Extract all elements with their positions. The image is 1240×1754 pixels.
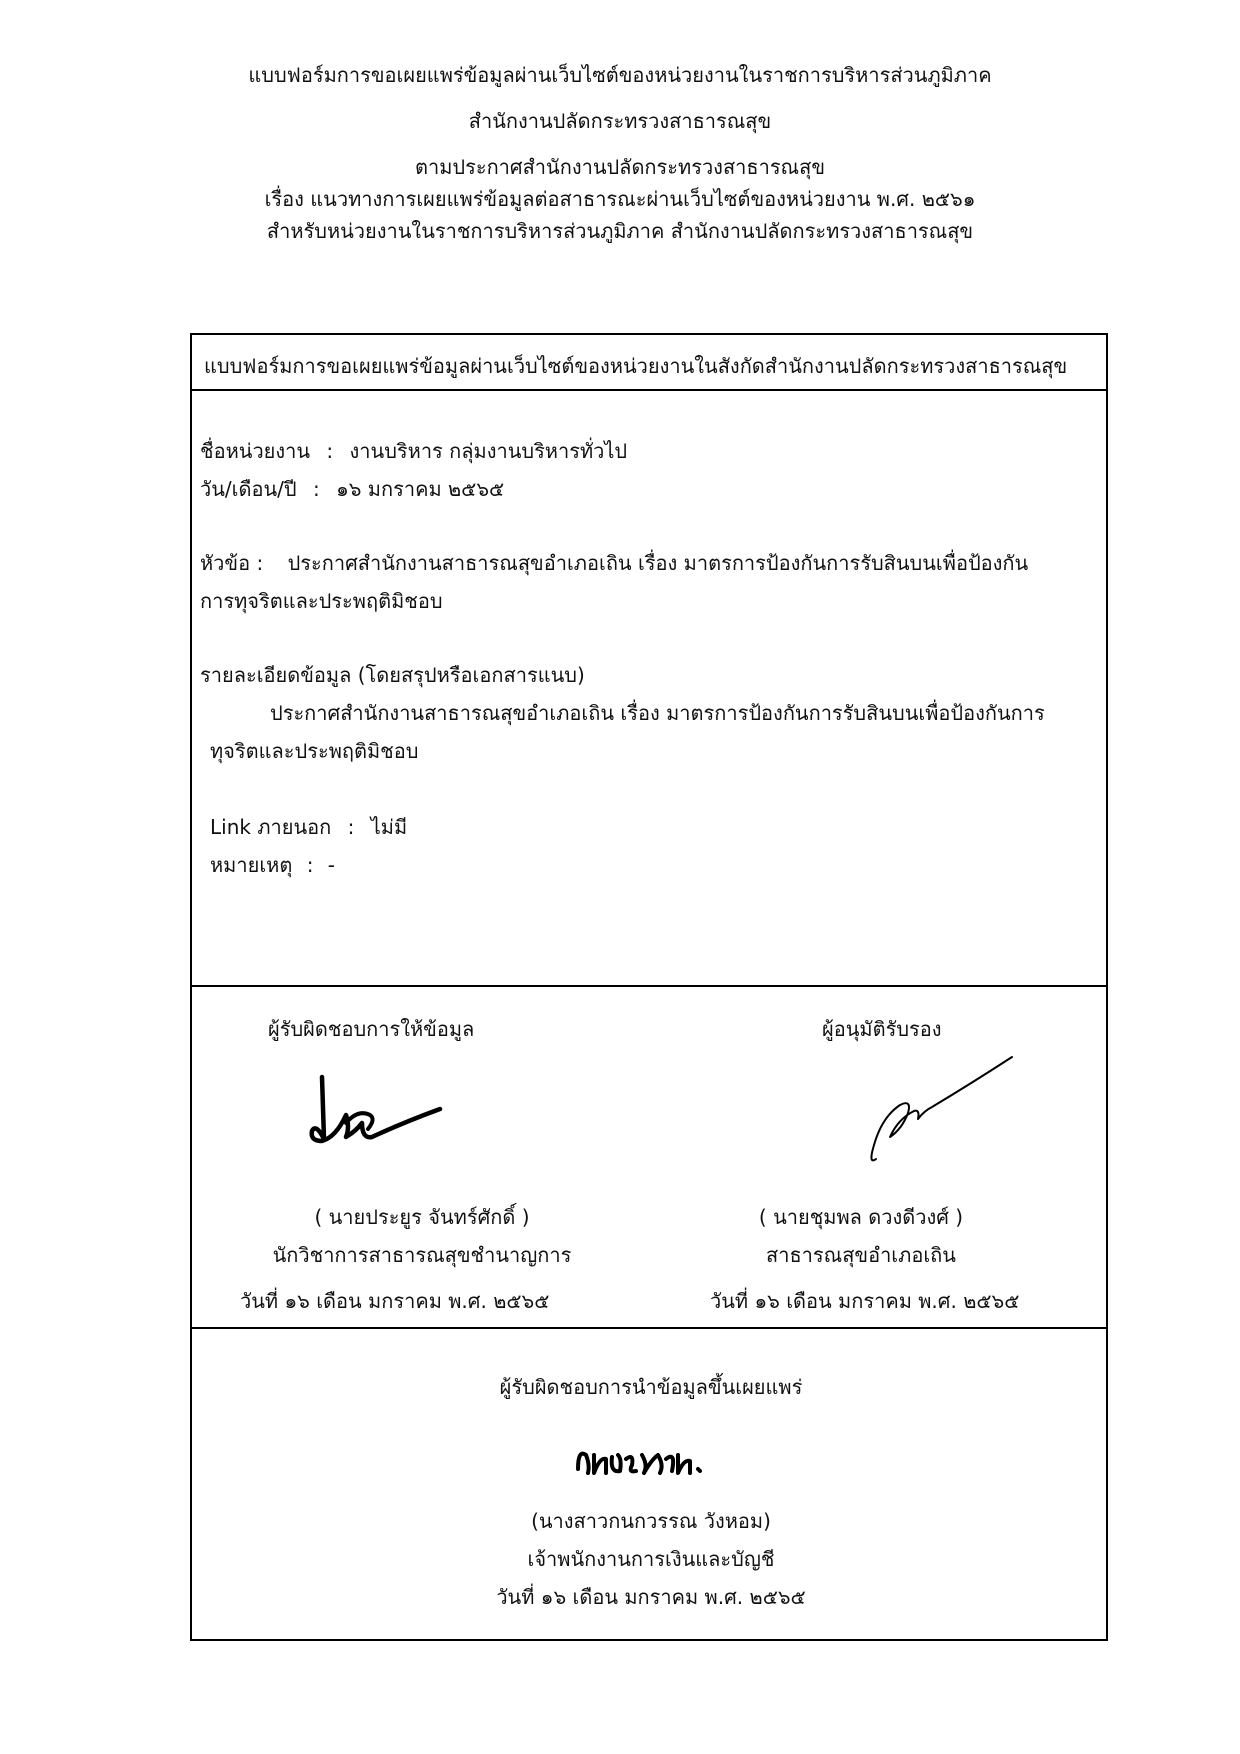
unit-line: [200, 435, 627, 467]
topic-text-2: การทุจริตและประพฤติมิชอบ: [200, 589, 443, 613]
header-line-3: ตามประกาศสำนักงานปลัดกระทรวงสาธารณสุข: [414, 155, 825, 179]
header-line-5: สำหรับหน่วยงานในราชการบริหารส่วนภูมิภาค สำนักงานปลัดกระทรวงสาธารณสุข: [266, 219, 974, 243]
date-line: [200, 473, 504, 505]
note-value: -: [327, 853, 336, 877]
topic-text-1: ประกาศสำนักงานสาธารณสุขอำเภอเถิน เรื่อง มาตรการป้องกันการรับสินบนเพื่อป้องกัน: [287, 551, 1029, 575]
publisher-date: วันที่ ๑๖ เดือน มกราคม พ.ศ. ๒๕๖๕: [496, 1585, 806, 1609]
form-table: [190, 333, 1108, 1641]
header-line-1: แบบฟอร์มการขอเผยแพร่ข้อมูลผ่านเว็บไซต์ของหน่วยงานในราชการบริหารส่วนภูมิภาค: [248, 63, 992, 87]
topic-line-1: [200, 547, 1028, 579]
form-title: แบบฟอร์มการขอเผยแพร่ข้อมูลผ่านเว็บไซต์ของหน่วยงานในสังกัดสำนักงานปลัดกระทรวงสาธารณสุข: [204, 354, 1068, 378]
header-line-4: เรื่อง แนวทางการเผยแพร่ข้อมูลต่อสาธารณะผ่านเว็บไซต์ของหน่วยงาน พ.ศ. ๒๕๖๑: [264, 187, 976, 211]
signatures-section: [192, 987, 1106, 1329]
detail-label: รายละเอียดข้อมูล (โดยสรุปหรือเอกสารแนบ): [200, 663, 585, 687]
publisher-section: [192, 1329, 1106, 1641]
date-colon: :: [312, 477, 320, 501]
publisher-signature: [572, 1425, 712, 1481]
unit-value: งานบริหาร กลุ่มงานบริหารทั่วไป: [349, 439, 628, 463]
responsible-position: นักวิชาการสาธารณสุขชำนาญการ: [272, 1243, 572, 1267]
topic-label: หัวข้อ :: [200, 551, 264, 575]
publisher-position: เจ้าพนักงานการเงินและบัญชี: [527, 1547, 775, 1571]
link-label: Link ภายนอก: [210, 815, 332, 839]
detail-text-1: ประกาศสำนักงานสาธารณสุขอำเภอเถิน เรื่อง มาตรการป้องกันการรับสินบนเพื่อป้องกันการ: [270, 701, 1045, 725]
form-title-row: [192, 335, 1106, 391]
unit-label: ชื่อหน่วยงาน: [200, 439, 311, 463]
approver-position: สาธารณสุขอำเภอเถิน: [766, 1243, 956, 1267]
date-label: วัน/เดือน/ปี: [200, 477, 297, 501]
approver-date: วันที่ ๑๖ เดือน มกราคม พ.ศ. ๒๕๖๕: [710, 1289, 1020, 1313]
approver-name: ( นายชุมพล ดวงดีวงศ์ ): [758, 1205, 964, 1229]
link-line: [210, 811, 407, 843]
detail-text-2: ทุจริตและประพฤติมิชอบ: [210, 739, 419, 763]
note-line: [210, 849, 335, 881]
responsible-name: ( นายประยูร จันทร์ศักดิ์ ): [314, 1205, 530, 1229]
date-value: ๑๖ มกราคม ๒๕๖๕: [336, 477, 505, 501]
approver-signature: [862, 1053, 1032, 1173]
form-details-section: [192, 391, 1106, 987]
unit-colon: :: [326, 439, 334, 463]
responsible-signature: [302, 1057, 452, 1157]
approver-heading: ผู้อนุมัติรับรอง: [822, 1017, 942, 1041]
document-header: [0, 62, 1240, 244]
link-colon: :: [347, 815, 355, 839]
publisher-name: (นางสาวกนกวรรณ วังหอม): [531, 1509, 771, 1533]
responsible-heading: ผู้รับผิดชอบการให้ข้อมูล: [268, 1017, 475, 1041]
note-label: หมายเหตุ: [210, 853, 293, 877]
note-colon: :: [306, 853, 314, 877]
responsible-date: วันที่ ๑๖ เดือน มกราคม พ.ศ. ๒๕๖๕: [240, 1289, 550, 1313]
publisher-heading: ผู้รับผิดชอบการนำข้อมูลขึ้นเผยแพร่: [499, 1375, 803, 1399]
header-line-2: สำนักงานปลัดกระทรวงสาธารณสุข: [468, 109, 772, 133]
link-value: ไม่มี: [370, 815, 408, 839]
